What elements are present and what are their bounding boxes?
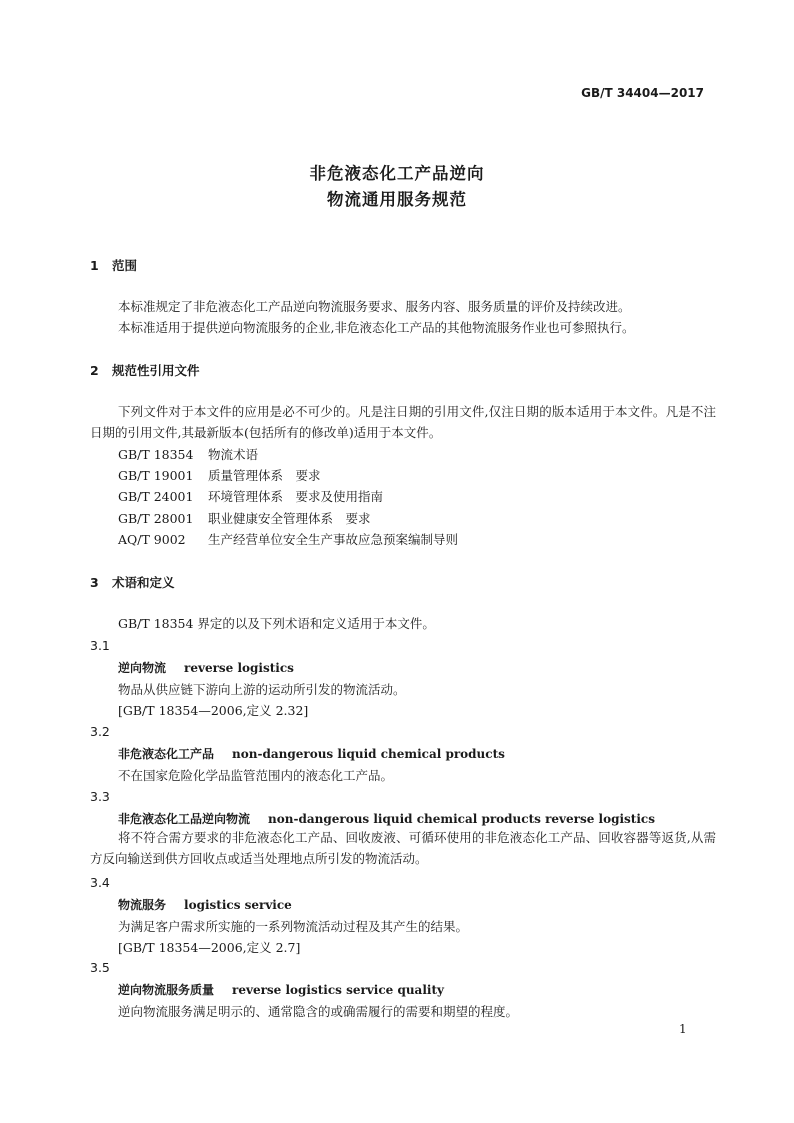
reference-title: 生产经营单位安全生产事故应急预案编制导则 <box>208 532 459 547</box>
term-number: 3.3 <box>90 789 110 804</box>
section-title: 范围 <box>112 258 138 273</box>
reference-code: GB/T 24001 <box>118 489 194 504</box>
term-heading <box>118 810 655 827</box>
section-2-heading <box>90 361 200 379</box>
section-1-heading <box>90 256 137 274</box>
term-heading <box>118 896 292 913</box>
scope-paragraph-1: 本标准规定了非危液态化工产品逆向物流服务要求、服务内容、服务质量的评价及持续改进。 <box>118 299 631 314</box>
term-name-en: logistics service <box>184 898 292 912</box>
reference-item <box>118 509 371 527</box>
term-number: 3.1 <box>90 638 110 653</box>
term-name-en: reverse logistics service quality <box>232 983 444 997</box>
term-name-en: non-dangerous liquid chemical products <box>232 747 505 761</box>
term-number: 3.2 <box>90 724 110 739</box>
term-name-zh: 逆向物流 <box>118 661 167 675</box>
term-definition: 不在国家危险化学品监管范围内的液态化工产品。 <box>118 768 394 783</box>
term-source: [GB/T 18354—2006,定义 2.7] <box>118 940 301 955</box>
section-number: 3 <box>90 575 99 590</box>
reference-item <box>118 445 258 463</box>
normative-references-intro: 下列文件对于本文件的应用是必不可少的。凡是注日期的引用文件,仅注日期的版本适用于本文件。凡是不注日期的引用文件,其最新版本(包括所有的修改单)适用于本文件。 <box>90 404 716 440</box>
reference-item <box>118 530 458 548</box>
terms-intro: GB/T 18354 界定的以及下列术语和定义适用于本文件。 <box>118 616 435 631</box>
document-title-line-1: 非危液态化工产品逆向 <box>309 164 485 183</box>
term-heading <box>118 659 294 676</box>
scope-paragraph-2: 本标准适用于提供逆向物流服务的企业,非危液态化工产品的其他物流服务作业也可参照执行。 <box>118 320 635 335</box>
reference-item <box>118 487 383 505</box>
term-name-zh: 非危液态化工品逆向物流 <box>118 812 251 826</box>
term-number: 3.5 <box>90 960 110 975</box>
term-name-zh: 物流服务 <box>118 898 167 912</box>
reference-title: 职业健康安全管理体系 要求 <box>208 511 371 526</box>
term-heading <box>118 981 444 998</box>
term-source: [GB/T 18354—2006,定义 2.32] <box>118 703 309 718</box>
term-number: 3.4 <box>90 875 110 890</box>
section-number: 1 <box>90 258 99 273</box>
document-title-line-2: 物流通用服务规范 <box>327 190 467 209</box>
reference-code: GB/T 19001 <box>118 468 194 483</box>
section-title: 术语和定义 <box>112 575 175 590</box>
reference-code: AQ/T 9002 <box>118 532 186 547</box>
term-name-en: reverse logistics <box>184 661 294 675</box>
page-number: 1 <box>679 1022 687 1036</box>
term-name-en: non-dangerous liquid chemical products reverse logistics <box>268 812 655 826</box>
section-title: 规范性引用文件 <box>112 363 200 378</box>
reference-code: GB/T 18354 <box>118 447 194 462</box>
term-name-zh: 逆向物流服务质量 <box>118 983 215 997</box>
reference-item <box>118 466 321 484</box>
term-definition: 将不符合需方要求的非危液态化工产品、回收废液、可循环使用的非危液态化工产品、回收容器等返货,从需方反向输送到供方回收点或适当处理地点所引发的物流活动。 <box>90 830 716 866</box>
term-heading <box>118 745 505 762</box>
term-definition: 为满足客户需求所实施的一系列物流活动过程及其产生的结果。 <box>118 919 469 934</box>
term-name-zh: 非危液态化工产品 <box>118 747 215 761</box>
standard-code: GB/T 34404—2017 <box>581 86 704 100</box>
term-definition: 物品从供应链下游向上游的运动所引发的物流活动。 <box>118 682 406 697</box>
reference-title: 物流术语 <box>208 447 259 462</box>
section-3-heading <box>90 573 175 591</box>
section-number: 2 <box>90 363 99 378</box>
reference-title: 环境管理体系 要求及使用指南 <box>208 489 384 504</box>
reference-title: 质量管理体系 要求 <box>208 468 321 483</box>
term-definition: 逆向物流服务满足明示的、通常隐含的或确需履行的需要和期望的程度。 <box>118 1004 519 1019</box>
reference-code: GB/T 28001 <box>118 511 194 526</box>
